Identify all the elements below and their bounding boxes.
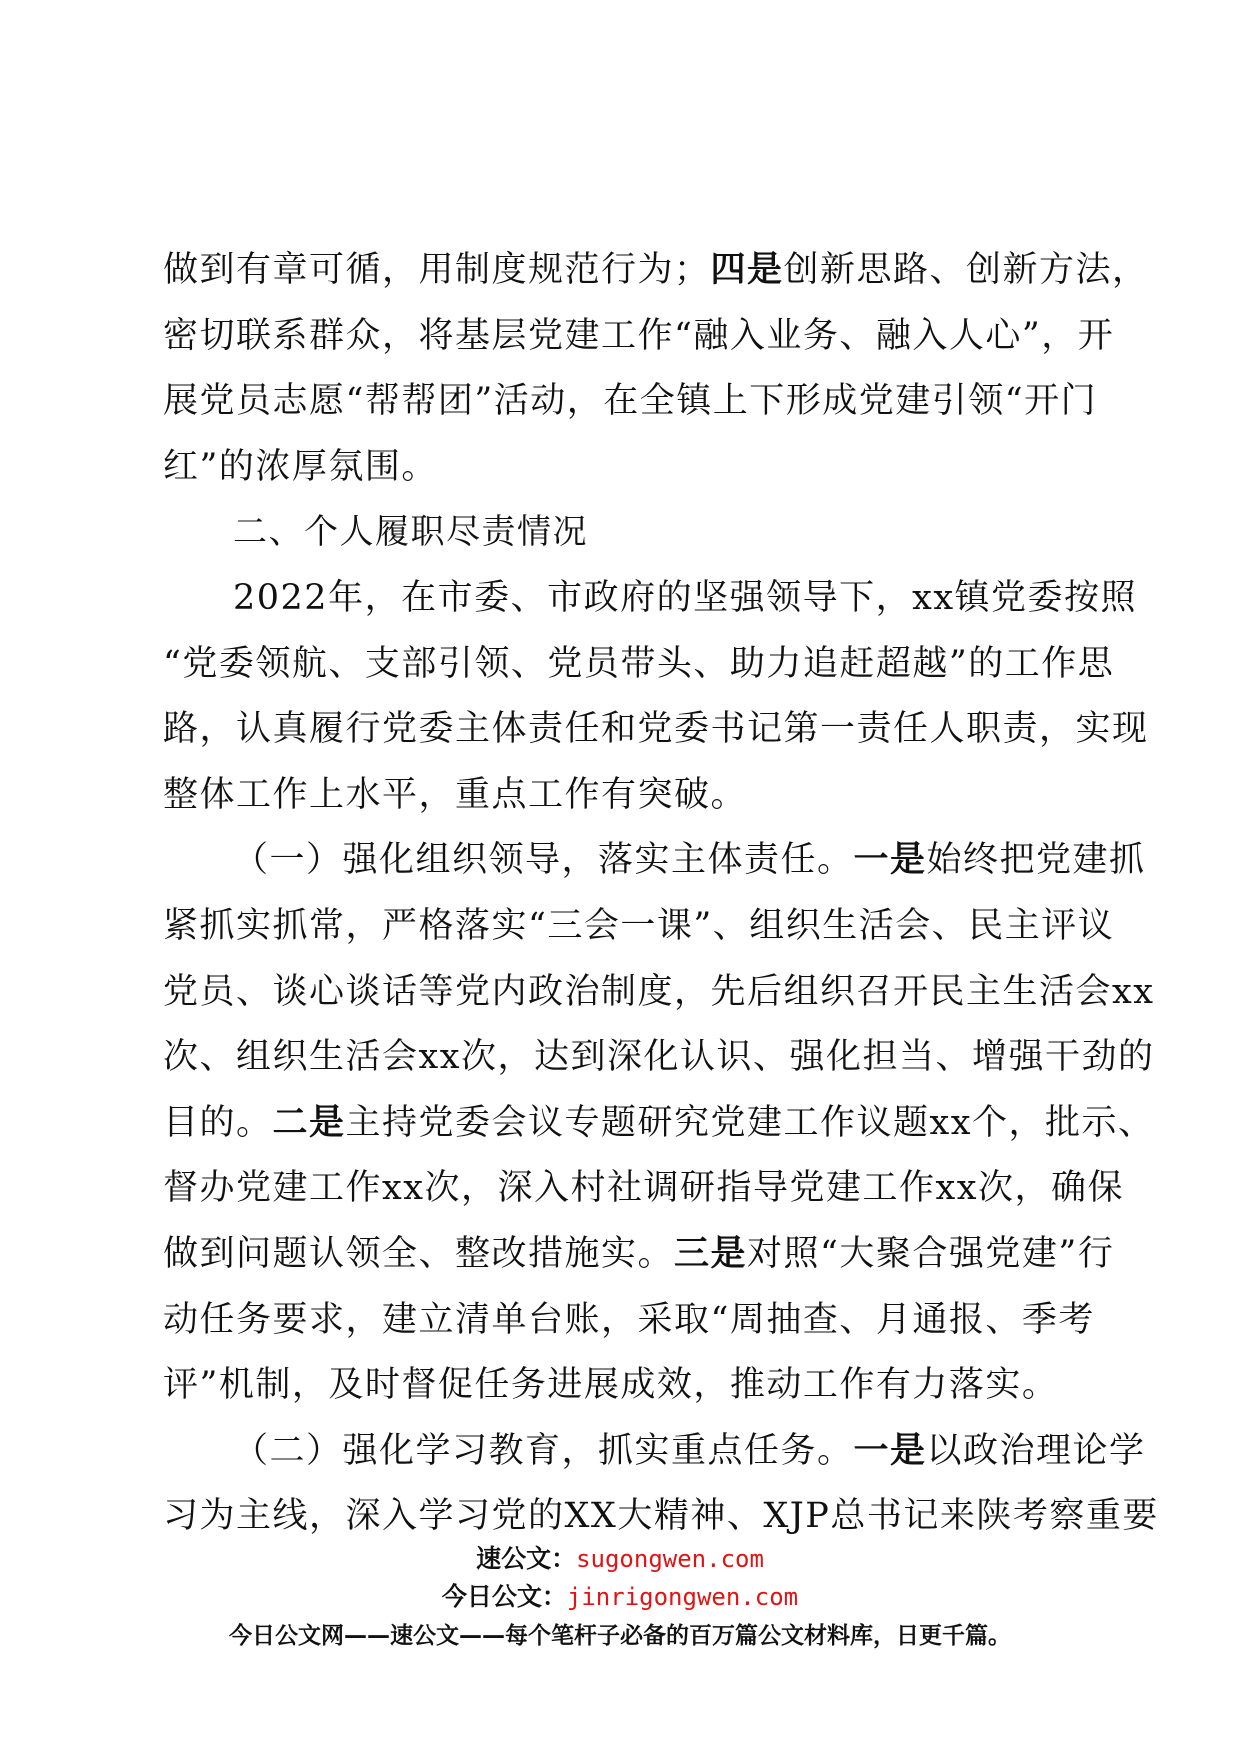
footer-watermark — [0, 1540, 1240, 1656]
text-run: 习为主线，深入学习党的XX大精神、XJP总书记来陕考察重要 — [163, 1496, 1159, 1537]
paragraph-intro — [163, 566, 1149, 828]
paragraph-line — [163, 369, 1098, 435]
footer-label: 今日公文： — [441, 1582, 567, 1611]
paragraph-line: 2022年，在市委、市政府的坚强领导下，xx镇党委按照 — [233, 577, 1138, 618]
text-run: 创新思路、创新方法， — [783, 250, 1149, 290]
text-run: 督办党建工作xx次，深入村社调研指导党建工作xx次，确保 — [163, 1168, 1124, 1209]
paragraph-line — [163, 1288, 1095, 1354]
paragraph-line — [163, 1222, 1115, 1288]
text-run: 目的。 — [163, 1102, 273, 1143]
paragraph-line — [163, 238, 1149, 304]
paragraph-line: 路，认真履行党委主体责任和党委书记第一责任人职责，实现 — [163, 709, 1149, 750]
text-run: 对照“大聚合强党建”行 — [747, 1233, 1115, 1274]
text-run: （二）强化学习教育，抓实重点任务。 — [233, 1430, 854, 1471]
bold-lead: 二是 — [272, 1102, 346, 1143]
footer-line-sugongwen — [0, 1540, 1240, 1578]
paragraph-line: “党委领航、支部引领、党员带头、助力追赶超越”的工作思 — [163, 643, 1115, 684]
paragraph-line — [163, 1156, 1124, 1222]
text-run: 次、组织生活会xx次，达到深化认识、强化担当、增强干劲的 — [163, 1037, 1155, 1078]
text-run: 以政治理论学 — [926, 1430, 1146, 1471]
footer-line-jinrigongwen — [0, 1578, 1240, 1616]
paragraph-line — [163, 435, 1079, 501]
text-run: 党员、谈心谈话等党内政治制度，先后组织召开民主生活会xx — [163, 971, 1155, 1012]
text-run: 评”机制，及时督促任务进展成效，推动工作有力落实。 — [163, 1365, 1059, 1406]
paragraph-two — [163, 1419, 1159, 1550]
text-run: 密切联系群众，将基层党建工作“融入业务、融入人心”，开 — [163, 315, 1115, 356]
text-run: 做到有章可循，用制度规范行为； — [163, 250, 711, 290]
text-run: 红”的浓厚氛围。 — [163, 446, 438, 487]
paragraph-line — [163, 1025, 1155, 1091]
paragraph-line — [163, 1091, 1155, 1157]
footer-link[interactable]: jinrigongwen.com — [566, 1583, 799, 1611]
text-run: 做到问题认领全、整改措施实。 — [163, 1233, 675, 1274]
paragraph-line — [163, 828, 1146, 894]
bold-lead: 一是 — [853, 840, 927, 881]
bold-lead: 四是 — [710, 250, 784, 290]
paragraph-line: 整体工作上水平，重点工作有突破。 — [163, 774, 748, 815]
paragraph-one — [163, 828, 1155, 1418]
paragraph-line — [163, 1353, 1079, 1419]
text-run: 展党员志愿“帮帮团”活动，在全镇上下形成党建引领“开门 — [163, 381, 1098, 422]
paragraph-line — [163, 960, 1155, 1026]
footer-link[interactable]: sugongwen.com — [576, 1545, 764, 1573]
footer-label: 速公文： — [476, 1544, 577, 1573]
footer-tagline: 今日公文网——速公文——每个笔杆子必备的百万篇公文材料库，日更千篇。 — [229, 1623, 1011, 1649]
text-run: 始终把党建抓 — [926, 840, 1146, 881]
text-run: 紧抓实抓常，严格落实“三会一课”、组织生活会、民主评议 — [163, 905, 1115, 946]
document-body — [163, 238, 1159, 1550]
text-run: 主持党委会议专题研究党建工作议题xx个，批示、 — [345, 1102, 1155, 1143]
paragraph-line — [163, 1419, 1146, 1485]
section-heading: 二、个人履职尽责情况 — [233, 512, 588, 553]
bold-lead: 三是 — [674, 1233, 748, 1274]
paragraph-continued — [163, 238, 1149, 500]
bold-lead: 一是 — [853, 1430, 927, 1471]
text-run: 动任务要求，建立清单台账，采取“周抽查、月通报、季考 — [163, 1299, 1095, 1340]
paragraph-line — [163, 304, 1115, 370]
paragraph-line — [163, 894, 1115, 960]
text-run: （一）强化组织领导，落实主体责任。 — [233, 840, 854, 881]
